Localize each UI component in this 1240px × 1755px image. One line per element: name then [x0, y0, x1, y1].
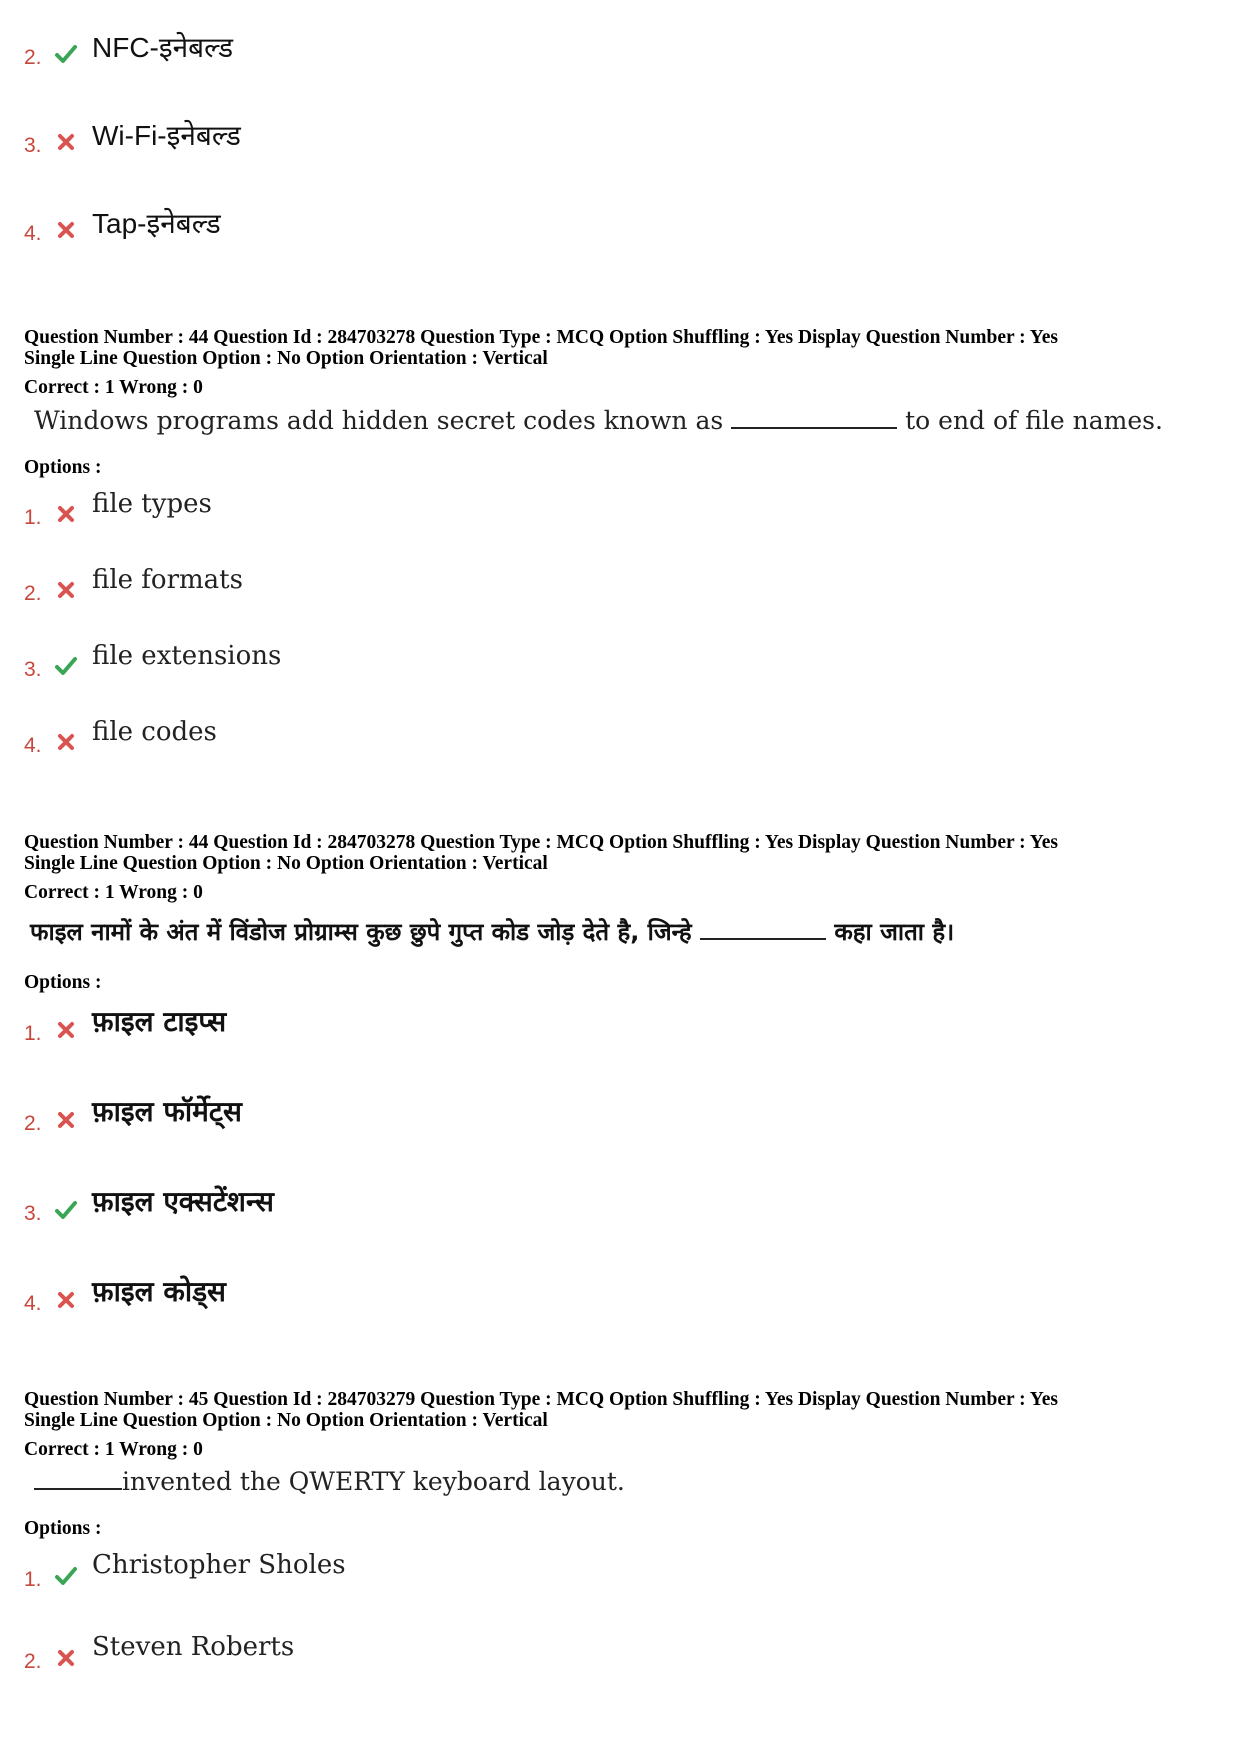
option-text: फ़ाइल कोड्स: [92, 1275, 226, 1308]
cross-icon: [54, 130, 78, 154]
option-text: Tap-इनेबल्ड: [92, 208, 221, 239]
option-number: 3.: [24, 1202, 42, 1225]
option-row: [24, 1270, 1174, 1320]
question-meta-line1: Question Number : 44 Question Id : 284703278 Question Type : MCQ Option Shuffling : Yes Display Question Number : Yes: [24, 832, 1058, 853]
question-meta: [24, 1389, 1214, 1431]
option-text: Wi-Fi-इनेबल्ड: [92, 120, 241, 151]
option-row: [24, 1540, 1174, 1590]
option-row: [24, 708, 1174, 758]
question-marks: Correct : 1 Wrong : 0: [24, 882, 203, 903]
question-text-after: invented the QWERTY keyboard layout.: [122, 1467, 625, 1496]
option-number: 3.: [24, 134, 42, 157]
option-number: 2.: [24, 46, 42, 69]
question-text: [30, 915, 954, 948]
option-number: 2.: [24, 1112, 42, 1135]
question-meta-line1: Question Number : 44 Question Id : 284703278 Question Type : MCQ Option Shuffling : Yes Display Question Number : Yes: [24, 327, 1058, 348]
check-icon: [54, 1564, 78, 1588]
cross-icon: [54, 1646, 78, 1670]
answer-blank: [34, 1466, 122, 1490]
option-row: [24, 480, 1174, 530]
question-meta-line1: Question Number : 45 Question Id : 284703279 Question Type : MCQ Option Shuffling : Yes Display Question Number : Yes: [24, 1389, 1058, 1410]
option-number: 1.: [24, 1022, 42, 1045]
question-meta: [24, 327, 1214, 369]
option-number: 1.: [24, 506, 42, 529]
question-text-after: to end of file names.: [897, 406, 1163, 435]
cross-icon: [54, 578, 78, 602]
cross-icon: [54, 218, 78, 242]
option-number: 1.: [24, 1568, 42, 1591]
answer-blank: [700, 916, 826, 940]
option-row: [24, 118, 1174, 168]
question-text: [34, 405, 1163, 435]
option-text: फ़ाइल एक्सटेंशन्स: [92, 1185, 274, 1218]
cross-icon: [54, 1108, 78, 1132]
option-row: [24, 632, 1174, 682]
option-row: [24, 1622, 1174, 1672]
option-text: file formats: [92, 565, 243, 595]
option-row: [24, 206, 1174, 256]
question-marks: Correct : 1 Wrong : 0: [24, 377, 203, 398]
option-row: [24, 556, 1174, 606]
check-icon: [54, 654, 78, 678]
option-text: Steven Roberts: [92, 1632, 295, 1662]
option-row: [24, 30, 1174, 80]
check-icon: [54, 1198, 78, 1222]
options-label: Options :: [24, 1518, 102, 1539]
question-text: [34, 1466, 625, 1496]
option-number: 3.: [24, 658, 42, 681]
check-icon: [54, 42, 78, 66]
option-text: NFC-इनेबल्ड: [92, 32, 234, 63]
option-row: [24, 1180, 1174, 1230]
question-meta: [24, 832, 1214, 874]
option-text: फ़ाइल फॉर्मेट्स: [92, 1095, 242, 1128]
option-number: 4.: [24, 734, 42, 757]
question-marks: Correct : 1 Wrong : 0: [24, 1439, 203, 1460]
option-number: 2.: [24, 582, 42, 605]
option-text: फ़ाइल टाइप्स: [92, 1005, 227, 1038]
question-meta-line2: Single Line Question Option : No Option Orientation : Vertical: [24, 853, 548, 874]
question-meta-line2: Single Line Question Option : No Option Orientation : Vertical: [24, 348, 548, 369]
option-text: Christopher Sholes: [92, 1550, 346, 1580]
cross-icon: [54, 1288, 78, 1312]
cross-icon: [54, 1018, 78, 1042]
option-text: file extensions: [92, 641, 282, 671]
option-text: file codes: [92, 717, 217, 747]
option-number: 4.: [24, 1292, 42, 1315]
cross-icon: [54, 730, 78, 754]
option-row: [24, 1000, 1174, 1050]
option-number: 4.: [24, 222, 42, 245]
option-text: file types: [92, 489, 212, 519]
question-text-before: फाइल नामों के अंत में विंडोज प्रोग्राम्स कुछ छुपे गुप्त कोड जोड़ देते है, जिन्हे: [30, 918, 700, 946]
option-number: 2.: [24, 1650, 42, 1673]
question-meta-line2: Single Line Question Option : No Option Orientation : Vertical: [24, 1410, 548, 1431]
option-row: [24, 1090, 1174, 1140]
options-label: Options :: [24, 972, 102, 993]
question-text-after: कहा जाता है।: [825, 918, 955, 946]
question-text-before: Windows programs add hidden secret codes known as: [34, 406, 732, 435]
answer-blank: [731, 405, 897, 429]
options-label: Options :: [24, 457, 102, 478]
cross-icon: [54, 502, 78, 526]
